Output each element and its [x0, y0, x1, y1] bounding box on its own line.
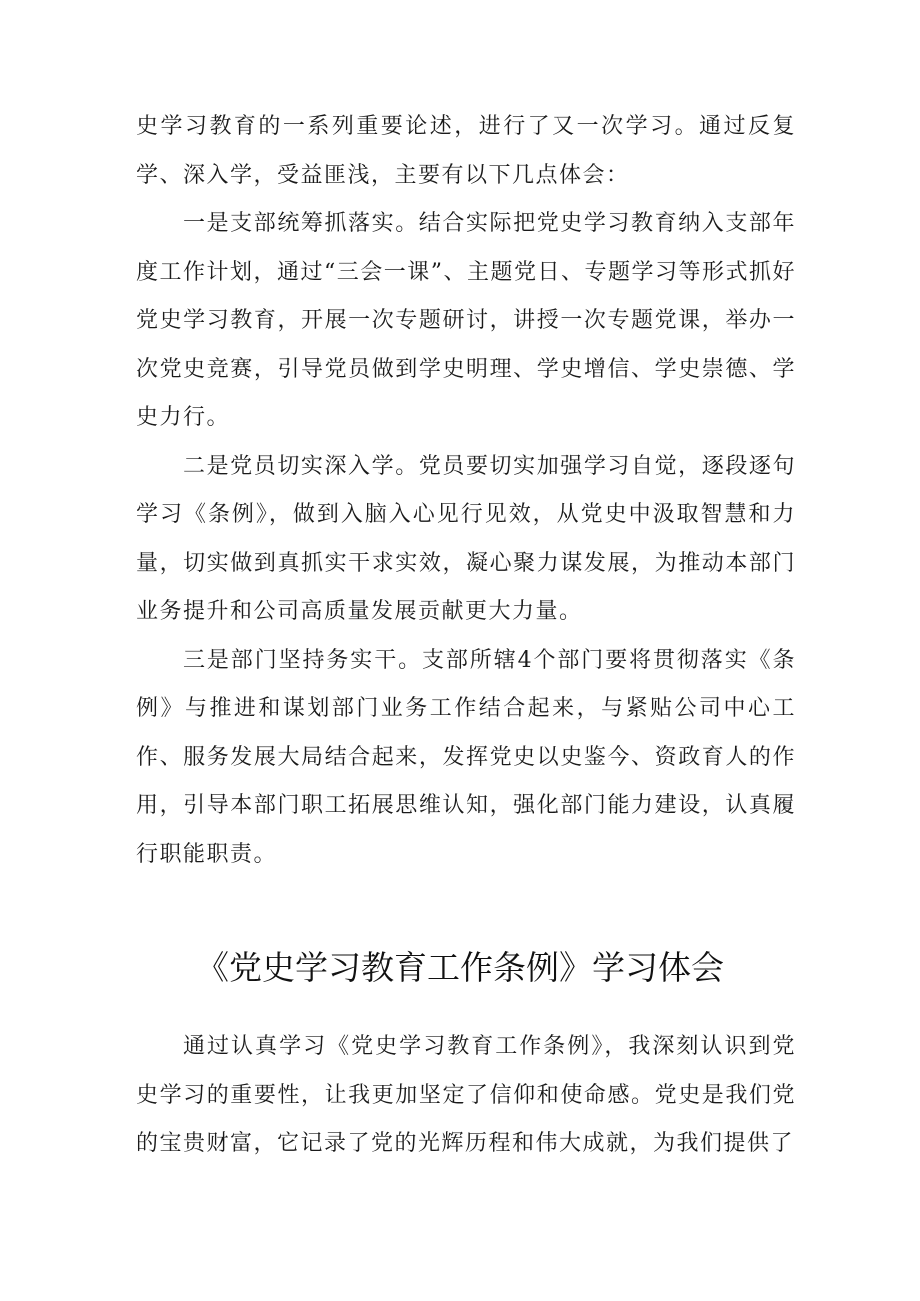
paragraph-point-one: 一是支部统筹抓落实。结合实际把党史学习教育纳入支部年度工作计划，通过“三会一课”、主题党日、专题学习等形式抓好党史学习教育，开展一次专题研讨，讲授一次专题党课，举办一次党史竞赛，引导党员做到学史明理、学史增信、学史崇德、学史力行。 — [136, 211, 796, 430]
article-body — [136, 1023, 796, 1169]
paragraph-point-three: 三是部门坚持务实干。支部所辖4个部门要将贯彻落实《条例》与推进和谋划部门业务工作结合起来，与紧贴公司中心工作、服务发展大局结合起来，发挥党史以史鉴今、资政育人的作用，引导本部门职工拓展思维认知，强化部门能力建设，认真履行职能职责。 — [136, 647, 796, 867]
paragraph-continuation: 史学习教育的一系列重要论述，进行了又一次学习。通过反复学、深入学，受益匪浅，主要有以下几点体会： — [136, 114, 796, 188]
article-title: 《党史学习教育工作条例》学习体会 — [196, 948, 724, 987]
paragraph-point-two: 二是党员切实深入学。党员要切实加强学习自觉，逐段逐句学习《条例》，做到入脑入心见行见效，从党史中汲取智慧和力量，切实做到真抓实干求实效，凝心聚力谋发展，为推动本部门业务提升和公司高质量发展贡献更大力量。 — [136, 453, 796, 624]
article-body-continued — [136, 103, 796, 879]
paragraph-intro: 通过认真学习《党史学习教育工作条例》，我深刻认识到党史学习的重要性，让我更加坚定了信仰和使命感。党史是我们党的宝贵财富，它记录了党的光辉历程和伟大成就，为我们提供了 — [136, 1034, 796, 1156]
